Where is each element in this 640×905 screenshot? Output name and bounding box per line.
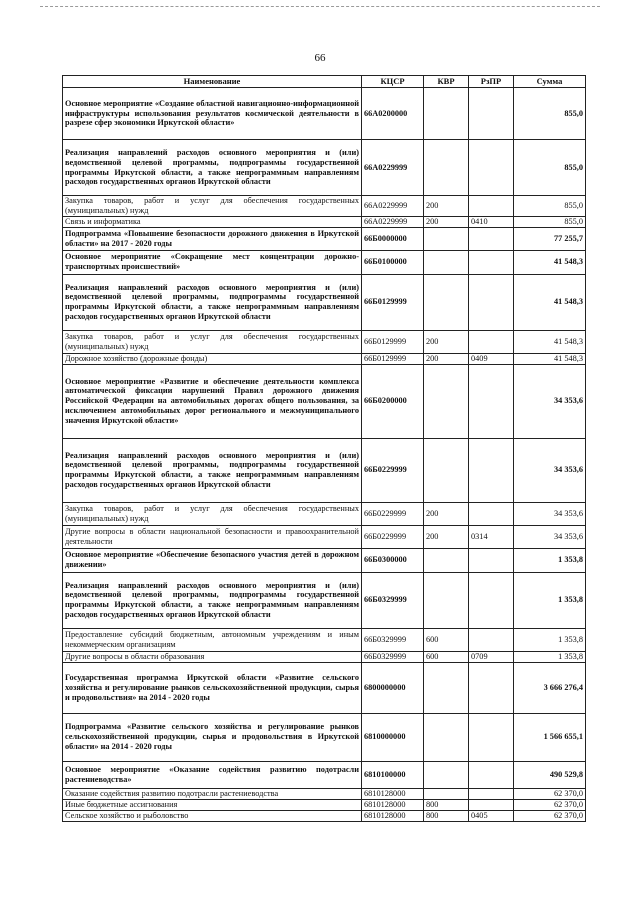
table-row bbox=[63, 628, 586, 651]
cell-code: 6810100000 bbox=[362, 761, 424, 788]
cell-kvr bbox=[424, 88, 469, 140]
cell-rzpr bbox=[469, 438, 514, 502]
table-row bbox=[63, 227, 586, 250]
cell-code: 66Б0229999 bbox=[362, 438, 424, 502]
cell-name: Государственная программа Иркутской области «Развитие сельского хозяйства и регулирование рынков сельскохозяйственной продукции, сырья и продовольствия» на 2014 - 2020 годы bbox=[63, 662, 362, 713]
cell-name: Оказание содействия развитию подотрасли растениеводства bbox=[63, 788, 362, 799]
cell-name: Подпрограмма «Развитие сельского хозяйства и регулирование рынков сельскохозяйственной продукции, сырья и продовольствия в Иркутской области» на 2014 - 2020 годы bbox=[63, 713, 362, 761]
cell-rzpr bbox=[469, 227, 514, 250]
cell-code: 66Б0329999 bbox=[362, 572, 424, 628]
cell-name: Другие вопросы в области национальной безопасности и правоохранительной деятельности bbox=[63, 525, 362, 548]
cell-rzpr: 0709 bbox=[469, 651, 514, 662]
table-row bbox=[63, 761, 586, 788]
cell-sum: 62 370,0 bbox=[514, 788, 586, 799]
table-row bbox=[63, 713, 586, 761]
cell-name: Реализация направлений расходов основного мероприятия и (или) ведомственной целевой программы, подпрограммы государственной программы Иркутской области, а также непрограммным направлениям расходов государственных органов Иркутской области bbox=[63, 140, 362, 196]
cell-name: Связь и информатика bbox=[63, 216, 362, 227]
table-row bbox=[63, 788, 586, 799]
scan-top-edge bbox=[40, 6, 600, 8]
cell-rzpr: 0409 bbox=[469, 353, 514, 364]
cell-code: 6810000000 bbox=[362, 713, 424, 761]
cell-sum: 41 548,3 bbox=[514, 353, 586, 364]
table-row bbox=[63, 799, 586, 810]
header-sum: Сумма bbox=[514, 76, 586, 88]
cell-name: Дорожное хозяйство (дорожные фонды) bbox=[63, 353, 362, 364]
cell-rzpr bbox=[469, 548, 514, 572]
cell-code: 66А0229999 bbox=[362, 216, 424, 227]
cell-name: Другие вопросы в области образования bbox=[63, 651, 362, 662]
cell-code: 6810128000 bbox=[362, 799, 424, 810]
cell-rzpr bbox=[469, 713, 514, 761]
cell-sum: 855,0 bbox=[514, 140, 586, 196]
cell-sum: 3 666 276,4 bbox=[514, 662, 586, 713]
cell-kvr: 200 bbox=[424, 196, 469, 217]
cell-sum: 855,0 bbox=[514, 216, 586, 227]
cell-name: Основное мероприятие «Создание областной навигационно-информационной инфраструктуры использования результатов космической деятельности в разрезе сфер экономики Иркутской области» bbox=[63, 88, 362, 140]
cell-code: 66А0229999 bbox=[362, 196, 424, 217]
cell-rzpr bbox=[469, 628, 514, 651]
cell-name: Реализация направлений расходов основного мероприятия и (или) ведомственной целевой программы, подпрограммы государственной программы Иркутской области, а также непрограммным направлениям расходов государственных органов Иркутской области bbox=[63, 572, 362, 628]
cell-name: Основное мероприятие «Оказание содействия развитию подотрасли растениеводства» bbox=[63, 761, 362, 788]
cell-code: 66Б0129999 bbox=[362, 274, 424, 330]
cell-sum: 1 353,8 bbox=[514, 628, 586, 651]
cell-rzpr: 0410 bbox=[469, 216, 514, 227]
cell-kvr: 200 bbox=[424, 353, 469, 364]
cell-name: Основное мероприятие «Развитие и обеспечение деятельности комплекса автоматической фиксации нарушений Правил дорожного движения Российской Федерации на автомобильных дорогах общего пользования, за исключением автомобильных дорог регионального и межмуниципального значения Иркутской области» bbox=[63, 364, 362, 438]
cell-sum: 34 353,6 bbox=[514, 525, 586, 548]
cell-name: Предоставление субсидий бюджетным, автономным учреждениям и иным некоммерческим организациям bbox=[63, 628, 362, 651]
cell-code: 66Б0329999 bbox=[362, 628, 424, 651]
cell-name: Основное мероприятие «Сокращение мест концентрации дорожно-транспортных происшествий» bbox=[63, 250, 362, 274]
cell-sum: 62 370,0 bbox=[514, 799, 586, 810]
cell-kvr: 800 bbox=[424, 799, 469, 810]
cell-code: 66Б0129999 bbox=[362, 330, 424, 353]
cell-code: 66Б0229999 bbox=[362, 525, 424, 548]
cell-rzpr: 0314 bbox=[469, 525, 514, 548]
cell-code: 66Б0329999 bbox=[362, 651, 424, 662]
cell-sum: 490 529,8 bbox=[514, 761, 586, 788]
cell-sum: 77 255,7 bbox=[514, 227, 586, 250]
page-number: 66 bbox=[314, 52, 326, 64]
header-code: КЦСР bbox=[362, 76, 424, 88]
cell-rzpr bbox=[469, 330, 514, 353]
cell-code: 6810128000 bbox=[362, 810, 424, 821]
cell-code: 66Б0300000 bbox=[362, 548, 424, 572]
cell-kvr bbox=[424, 227, 469, 250]
cell-kvr: 600 bbox=[424, 651, 469, 662]
cell-rzpr bbox=[469, 788, 514, 799]
header-kvr: КВР bbox=[424, 76, 469, 88]
cell-name: Реализация направлений расходов основного мероприятия и (или) ведомственной целевой программы, подпрограммы государственной программы Иркутской области, а также непрограммным направлениям расходов государственных органов Иркутской области bbox=[63, 274, 362, 330]
cell-kvr bbox=[424, 548, 469, 572]
cell-code: 6800000000 bbox=[362, 662, 424, 713]
table-row bbox=[63, 250, 586, 274]
cell-name: Сельское хозяйство и рыболовство bbox=[63, 810, 362, 821]
cell-kvr bbox=[424, 274, 469, 330]
cell-kvr bbox=[424, 761, 469, 788]
cell-sum: 1 353,8 bbox=[514, 572, 586, 628]
cell-kvr bbox=[424, 140, 469, 196]
cell-kvr bbox=[424, 662, 469, 713]
cell-sum: 41 548,3 bbox=[514, 330, 586, 353]
cell-rzpr: 0405 bbox=[469, 810, 514, 821]
table-row bbox=[63, 548, 586, 572]
table-row bbox=[63, 216, 586, 227]
cell-kvr bbox=[424, 250, 469, 274]
cell-kvr bbox=[424, 438, 469, 502]
cell-sum: 34 353,6 bbox=[514, 438, 586, 502]
table-row bbox=[63, 353, 586, 364]
table-row bbox=[63, 196, 586, 217]
cell-code: 66А0229999 bbox=[362, 140, 424, 196]
cell-kvr: 200 bbox=[424, 502, 469, 525]
table-row bbox=[63, 662, 586, 713]
cell-sum: 34 353,6 bbox=[514, 364, 586, 438]
cell-sum: 62 370,0 bbox=[514, 810, 586, 821]
cell-kvr bbox=[424, 364, 469, 438]
cell-kvr bbox=[424, 788, 469, 799]
cell-kvr bbox=[424, 713, 469, 761]
cell-code: 66Б0200000 bbox=[362, 364, 424, 438]
cell-code: 66Б0229999 bbox=[362, 502, 424, 525]
cell-name: Основное мероприятие «Обеспечение безопасного участия детей в дорожном движении» bbox=[63, 548, 362, 572]
table-row bbox=[63, 438, 586, 502]
cell-sum: 1 353,8 bbox=[514, 651, 586, 662]
table-row bbox=[63, 525, 586, 548]
cell-rzpr bbox=[469, 140, 514, 196]
table-row bbox=[63, 810, 586, 821]
cell-sum: 1 566 655,1 bbox=[514, 713, 586, 761]
header-name: Наименование bbox=[63, 76, 362, 88]
table-row bbox=[63, 364, 586, 438]
cell-sum: 34 353,6 bbox=[514, 502, 586, 525]
cell-kvr: 200 bbox=[424, 216, 469, 227]
cell-sum: 1 353,8 bbox=[514, 548, 586, 572]
header-rzpr: РзПР bbox=[469, 76, 514, 88]
cell-sum: 41 548,3 bbox=[514, 274, 586, 330]
cell-sum: 41 548,3 bbox=[514, 250, 586, 274]
table-row bbox=[63, 88, 586, 140]
cell-rzpr bbox=[469, 799, 514, 810]
cell-rzpr bbox=[469, 364, 514, 438]
cell-name: Подпрограмма «Повышение безопасности дорожного движения в Иркутской области» на 2017 - 2020 годы bbox=[63, 227, 362, 250]
cell-code: 66Б0129999 bbox=[362, 353, 424, 364]
cell-rzpr bbox=[469, 761, 514, 788]
cell-code: 66Б0000000 bbox=[362, 227, 424, 250]
budget-table bbox=[62, 75, 586, 822]
cell-rzpr bbox=[469, 196, 514, 217]
cell-rzpr bbox=[469, 88, 514, 140]
cell-kvr: 200 bbox=[424, 330, 469, 353]
cell-rzpr bbox=[469, 572, 514, 628]
cell-name: Закупка товаров, работ и услуг для обеспечения государственных (муниципальных) нужд bbox=[63, 196, 362, 217]
cell-kvr: 200 bbox=[424, 525, 469, 548]
table-row bbox=[63, 572, 586, 628]
cell-code: 6810128000 bbox=[362, 788, 424, 799]
table-row bbox=[63, 502, 586, 525]
table-row bbox=[63, 651, 586, 662]
cell-sum: 855,0 bbox=[514, 196, 586, 217]
cell-sum: 855,0 bbox=[514, 88, 586, 140]
cell-name: Иные бюджетные ассигнования bbox=[63, 799, 362, 810]
cell-name: Реализация направлений расходов основного мероприятия и (или) ведомственной целевой программы, подпрограммы государственной программы Иркутской области, а также непрограммным направлениям расходов государственных органов Иркутской области bbox=[63, 438, 362, 502]
cell-rzpr bbox=[469, 250, 514, 274]
table-row bbox=[63, 140, 586, 196]
cell-rzpr bbox=[469, 502, 514, 525]
cell-code: 66Б0100000 bbox=[362, 250, 424, 274]
cell-kvr: 600 bbox=[424, 628, 469, 651]
cell-kvr bbox=[424, 572, 469, 628]
cell-rzpr bbox=[469, 662, 514, 713]
table-header-row bbox=[63, 76, 586, 88]
table-row bbox=[63, 330, 586, 353]
table-row bbox=[63, 274, 586, 330]
cell-code: 66А0200000 bbox=[362, 88, 424, 140]
cell-kvr: 800 bbox=[424, 810, 469, 821]
cell-rzpr bbox=[469, 274, 514, 330]
cell-name: Закупка товаров, работ и услуг для обеспечения государственных (муниципальных) нужд bbox=[63, 330, 362, 353]
cell-name: Закупка товаров, работ и услуг для обеспечения государственных (муниципальных) нужд bbox=[63, 502, 362, 525]
